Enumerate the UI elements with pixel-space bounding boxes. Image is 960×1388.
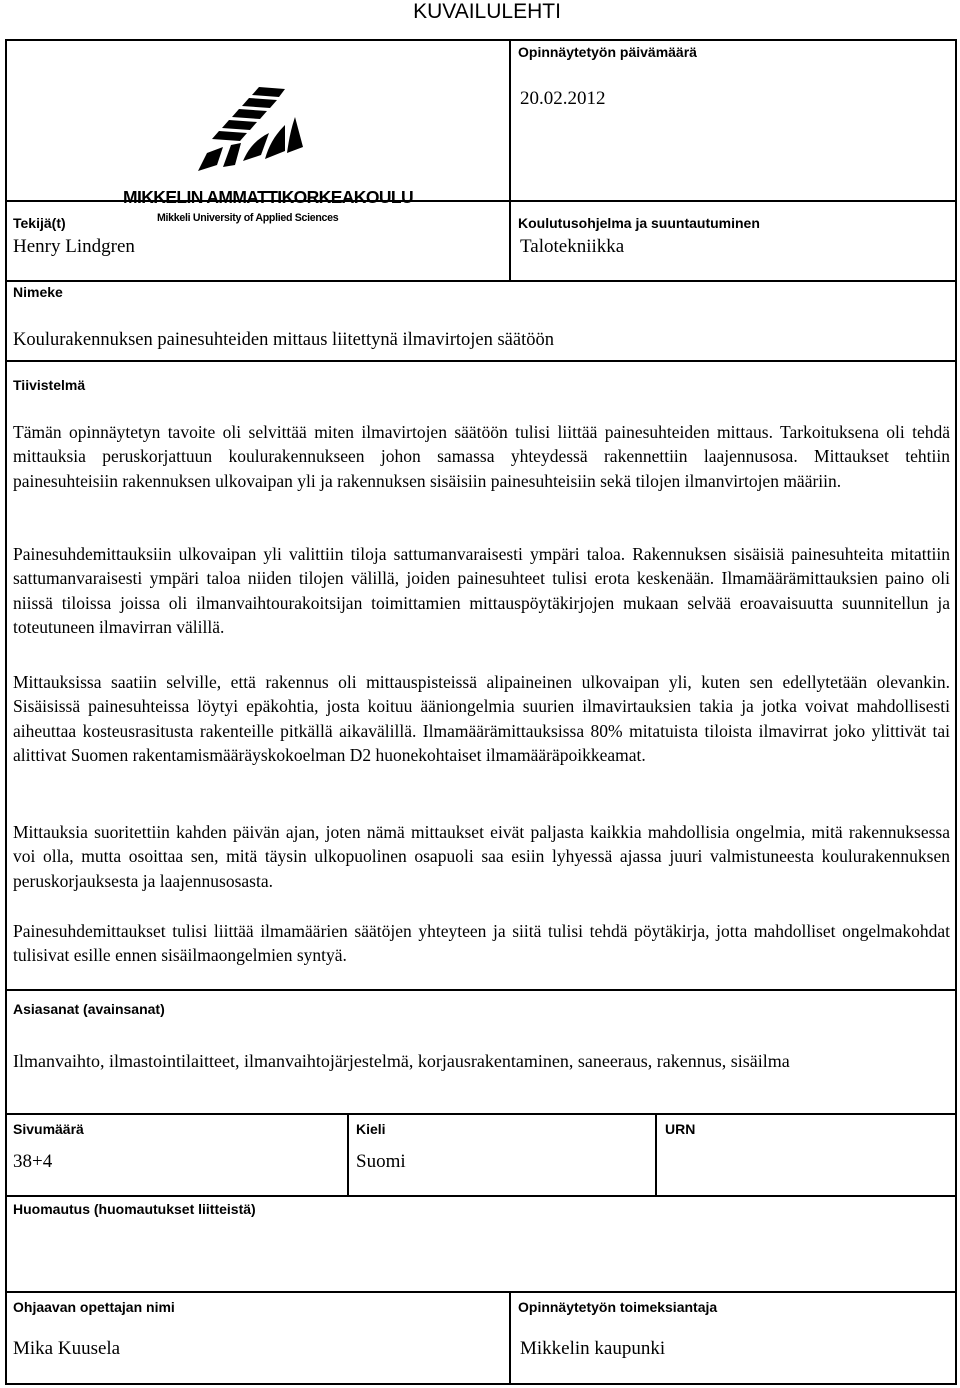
commissioner-value: Mikkelin kaupunki (520, 1338, 666, 1359)
commissioner-label: Opinnäytetyön toimeksiantaja (518, 1299, 718, 1315)
logo-subtitle-text: Mikkeli University of Applied Sciences (157, 212, 339, 224)
supervisor-value: Mika Kuusela (13, 1338, 121, 1359)
supervisor-cell (7, 1293, 511, 1383)
abstract-paragraph: Painesuhdemittauksiin ulkovaipan yli valittiin tiloja sattumanvaraisesti ympäri taloa. Rakennuksen sisäisiä painesuhteita mitattiin sattumanvaraisesti ympäri taloa niiden tilojen välillä, joiden painesuhteet tulisi erota keskenään. Ilmamäärämittauksien paino oli niissä tiloissa joissa oli ilmanvaihtourakoitsijan toimittamien mittauspöytäkirjojen mukaan selvää eroavaisuutta suunnitellun ja toteutuneen ilmavirran välillä. (13, 544, 950, 638)
language-cell (349, 1115, 657, 1195)
pages-cell (7, 1115, 349, 1195)
abstract-paragraph: Tämän opinnäytetyn tavoite oli selvittää miten ilmavirtojen säätöön tulisi liittää painesuhteiden mittaus. Tarkoituksena oli tehdä mittauksia peruskorjattuun koulurakennukseen johon samassa yhteydessä rakennettiin laajennusosa. Mittaukset tehtiin painesuhteisiin rakennuksen ulkovaipan yli ja rakennuksen sisäisiin painesuhteisiin sekä tilojen ilmanvirtojen määriin. (13, 422, 950, 491)
programme-label: Koulutusohjelma ja suuntautuminen (518, 215, 760, 231)
author-row (7, 202, 955, 282)
date-label: Opinnäytetyön päivämäärä (518, 44, 697, 60)
keywords-value: Ilmanvaihto, ilmastointilaitteet, ilmanvaihtojärjestelmä, korjausrakentaminen, saneeraus, rakennus, sisäilma (13, 1051, 790, 1071)
abstract-row (7, 362, 955, 991)
abstract-paragraph: Mittauksia suoritettiin kahden päivän ajan, joten nämä mittaukset eivät paljasta kaikkia mahdollisia ongelmia, mitä rakennuksessa voi olla, mutta osoittaa sen, mitä täysin ulkopuolinen osapuoli saa esiin lyhyessä ajassa juuri valmistuneesta koulurakennuksen peruskorjauksesta ja laajennusosasta. (13, 822, 950, 891)
author-value: Henry Lindgren (13, 236, 135, 257)
abstract-paragraph: Mittauksissa saatiin selville, että rakennus oli mittauspisteissä alipaineinen ulkovaipan yli, kuten sen edellytetään olevankin. Sisäisissä painesuhteissa löytyi epäkohtia, josta koituu ääniongelmia suurien ilmavirtauksien takia ja jotka voivat mahdollisesti aiheuttaa kosteusrasitusta rakenteille pitkällä aikavälillä. Ilmamäärämittauksissa 80% mitatuista tiloista ilmavirrat joko ylittivät tai alittivat Suomen rakentamismääräyskokoelman D2 huonekohtaiset ilmamääräpoikkeamat. (13, 672, 950, 766)
abstract-paragraph: Painesuhdemittaukset tulisi liittää ilmamäärien säätöjen yhteyteen ja siitä tulisi tehdä pöytäkirja, jotta mahdolliset ongelmakohdat tulisivat esille ennen sisäilmaongelmien syntyä. (13, 921, 950, 966)
programme-value: Talotekniikka (520, 236, 625, 257)
title-row (7, 282, 955, 362)
language-value: Suomi (356, 1151, 406, 1172)
logo-emblem-icon (198, 87, 303, 171)
notes-row (7, 1197, 955, 1291)
keywords-label: Asiasanat (avainsanat) (13, 1001, 165, 1017)
logo-name-text: MIKKELIN AMMATTIKORKEAKOULU (123, 187, 414, 207)
meta-row (7, 1115, 955, 1197)
page-title: KUVAILULEHTI (413, 0, 561, 23)
pages-label: Sivumäärä (13, 1121, 84, 1137)
pages-value: 38+4 (13, 1151, 53, 1172)
abstract-label: Tiivistelmä (13, 377, 86, 393)
page-header (0, 0, 960, 38)
urn-label: URN (665, 1121, 696, 1137)
author-label: Tekijä(t) (13, 215, 66, 231)
commissioner-cell (511, 1293, 955, 1383)
programme-cell (511, 202, 955, 280)
language-label: Kieli (356, 1121, 386, 1137)
date-value: 20.02.2012 (520, 88, 606, 109)
thesis-title-value: Koulurakennuksen painesuhteiden mittaus liitettynä ilmavirtojen säätöön (13, 330, 554, 350)
people-row (7, 1291, 955, 1383)
author-cell (7, 202, 511, 280)
thesis-title-label: Nimeke (13, 284, 63, 300)
description-form (5, 39, 957, 1385)
keywords-row (7, 991, 955, 1115)
date-cell (511, 41, 955, 200)
notes-label: Huomautus (huomautukset liitteistä) (13, 1201, 256, 1217)
urn-cell (657, 1115, 955, 1195)
supervisor-label: Ohjaavan opettajan nimi (13, 1299, 175, 1315)
